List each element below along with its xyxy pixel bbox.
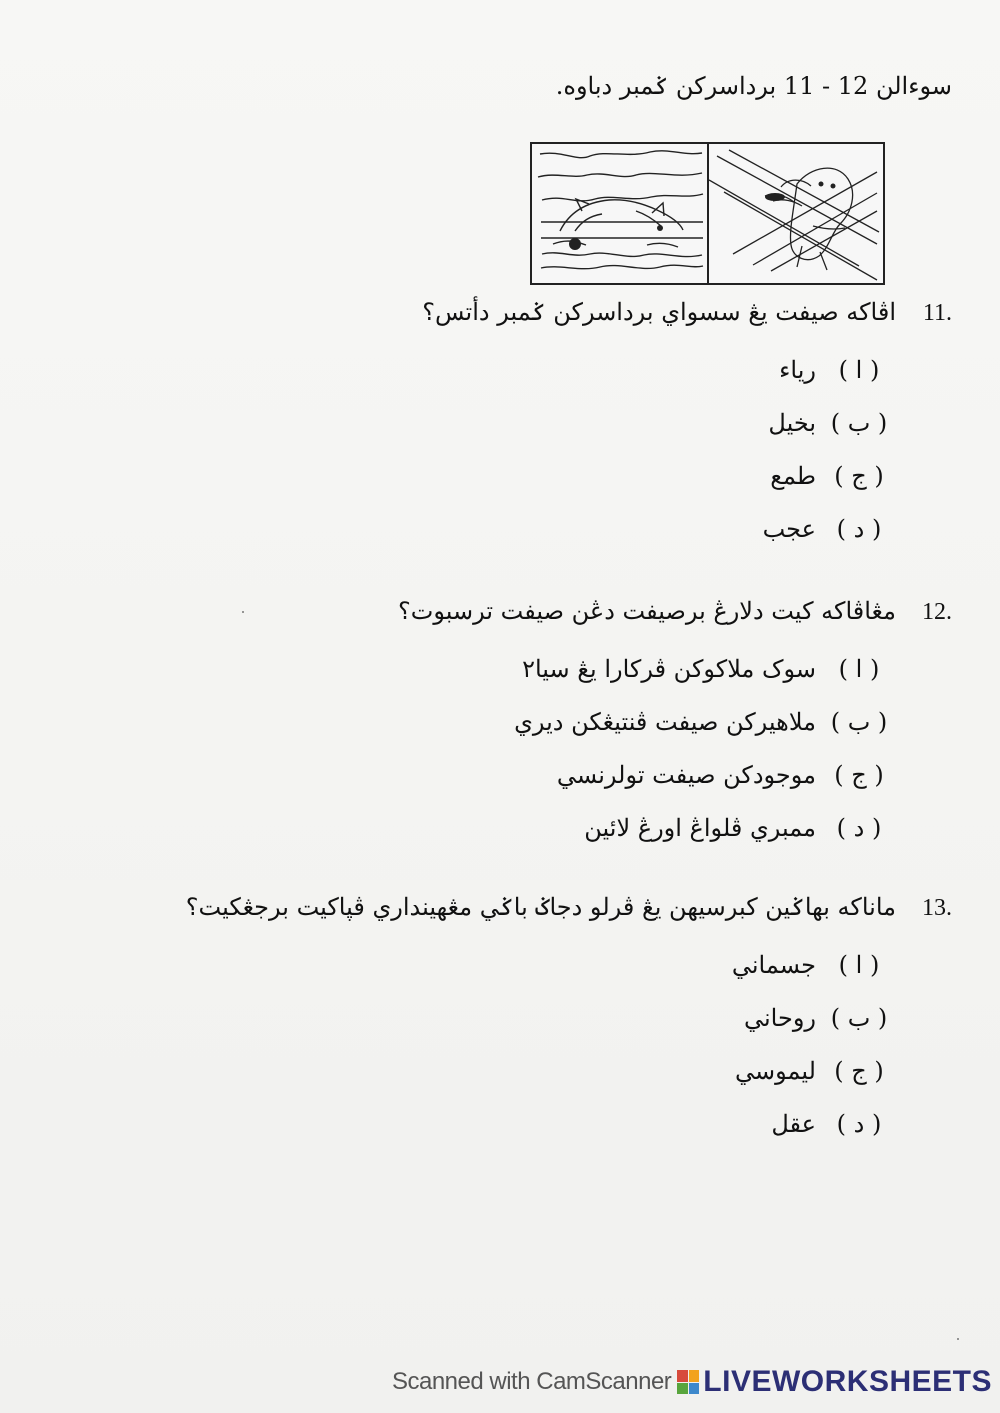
- option-mark: ( د ): [836, 1109, 882, 1138]
- option-text: ملاهيرکن صيفت ڤنتيڠکن ديري: [514, 707, 816, 736]
- option-text: رياء: [779, 355, 816, 384]
- question-13-row: [48, 893, 952, 922]
- option-item: [48, 938, 888, 991]
- option-mark: ( ا ): [838, 654, 880, 683]
- question-text: مڠاڤاکه کيت دلارڠ برصيفت دڠن صيفت ترسبوت؟: [398, 597, 896, 625]
- option-text: ليموسي: [735, 1056, 816, 1085]
- option-item: [48, 343, 888, 396]
- liveworksheets-icon: [677, 1370, 699, 1394]
- question-text: ماناکه بهاݢين کبرسيهن يڠ ڤرلو دجاݢ باݢي مڠهينداري ڤڽاکيت برجڠکيت؟: [185, 893, 896, 921]
- question-12-options: [48, 642, 888, 854]
- scan-speck: [242, 611, 244, 613]
- option-mark: ( ا ): [838, 950, 880, 979]
- option-item: [48, 748, 888, 801]
- question-text: اڤاکه صيفت يڠ سسواي برداسرکن ݢمبر دأتس؟: [422, 298, 896, 326]
- option-text: ممبري ڤلواڠ اورڠ لائين: [584, 813, 816, 842]
- question-12-row: [48, 597, 952, 626]
- illustration-frame: [530, 142, 885, 285]
- question-number: 11.: [922, 300, 952, 326]
- option-item: [48, 502, 888, 555]
- option-item: [48, 1097, 888, 1150]
- option-mark: ( ج ): [834, 461, 884, 490]
- option-item: [48, 449, 888, 502]
- option-text: عجب: [762, 514, 816, 543]
- option-mark: ( د ): [836, 514, 882, 543]
- option-mark: ( ب ): [830, 1003, 888, 1032]
- question-11-options: [48, 343, 888, 555]
- option-mark: ( ج ): [834, 1056, 884, 1085]
- option-mark: ( ب ): [830, 707, 888, 736]
- right-illustration: [707, 144, 884, 283]
- question-13-options: [48, 938, 888, 1150]
- option-text: جسماني: [731, 950, 816, 979]
- option-item: [48, 991, 888, 1044]
- option-item: [48, 695, 888, 748]
- liveworksheets-logo: [677, 1365, 992, 1399]
- question-11: [48, 298, 952, 555]
- question-number: 13.: [922, 895, 952, 921]
- liveworksheets-wordmark: LIVEWORKSHEETS: [703, 1365, 992, 1398]
- option-text: عقل: [771, 1109, 816, 1138]
- question-13: [48, 893, 952, 1150]
- question-11-row: [48, 298, 952, 327]
- option-text: موجودکن صيفت تولرنسي: [556, 760, 816, 789]
- question-number: 12.: [922, 599, 952, 625]
- option-item: [48, 1044, 888, 1097]
- scan-speck: [957, 1338, 959, 1340]
- question-12: [48, 597, 952, 854]
- option-item: [48, 642, 888, 695]
- option-mark: ( ب ): [830, 408, 888, 437]
- option-item: [48, 801, 888, 854]
- left-illustration: [532, 144, 707, 283]
- option-text: طمع: [770, 461, 816, 490]
- footer-watermark: [392, 1365, 992, 1399]
- option-text: روحاني: [743, 1003, 816, 1032]
- option-mark: ( د ): [836, 813, 882, 842]
- animal-scene-image: [709, 144, 884, 283]
- instruction-text: سوءالن 12 - 11 برداسرکن ݢمبر دباوه.: [555, 72, 952, 100]
- tiger-scene-image: [532, 144, 707, 283]
- scanner-watermark-text: Scanned with CamScanner: [391, 1368, 672, 1395]
- option-mark: ( ا ): [838, 355, 880, 384]
- option-item: [48, 396, 888, 449]
- option-text: سوک ملاکوکن ڤرکارا يڠ سيا٢: [522, 654, 816, 683]
- option-text: بخيل: [768, 408, 816, 437]
- option-mark: ( ج ): [834, 760, 884, 789]
